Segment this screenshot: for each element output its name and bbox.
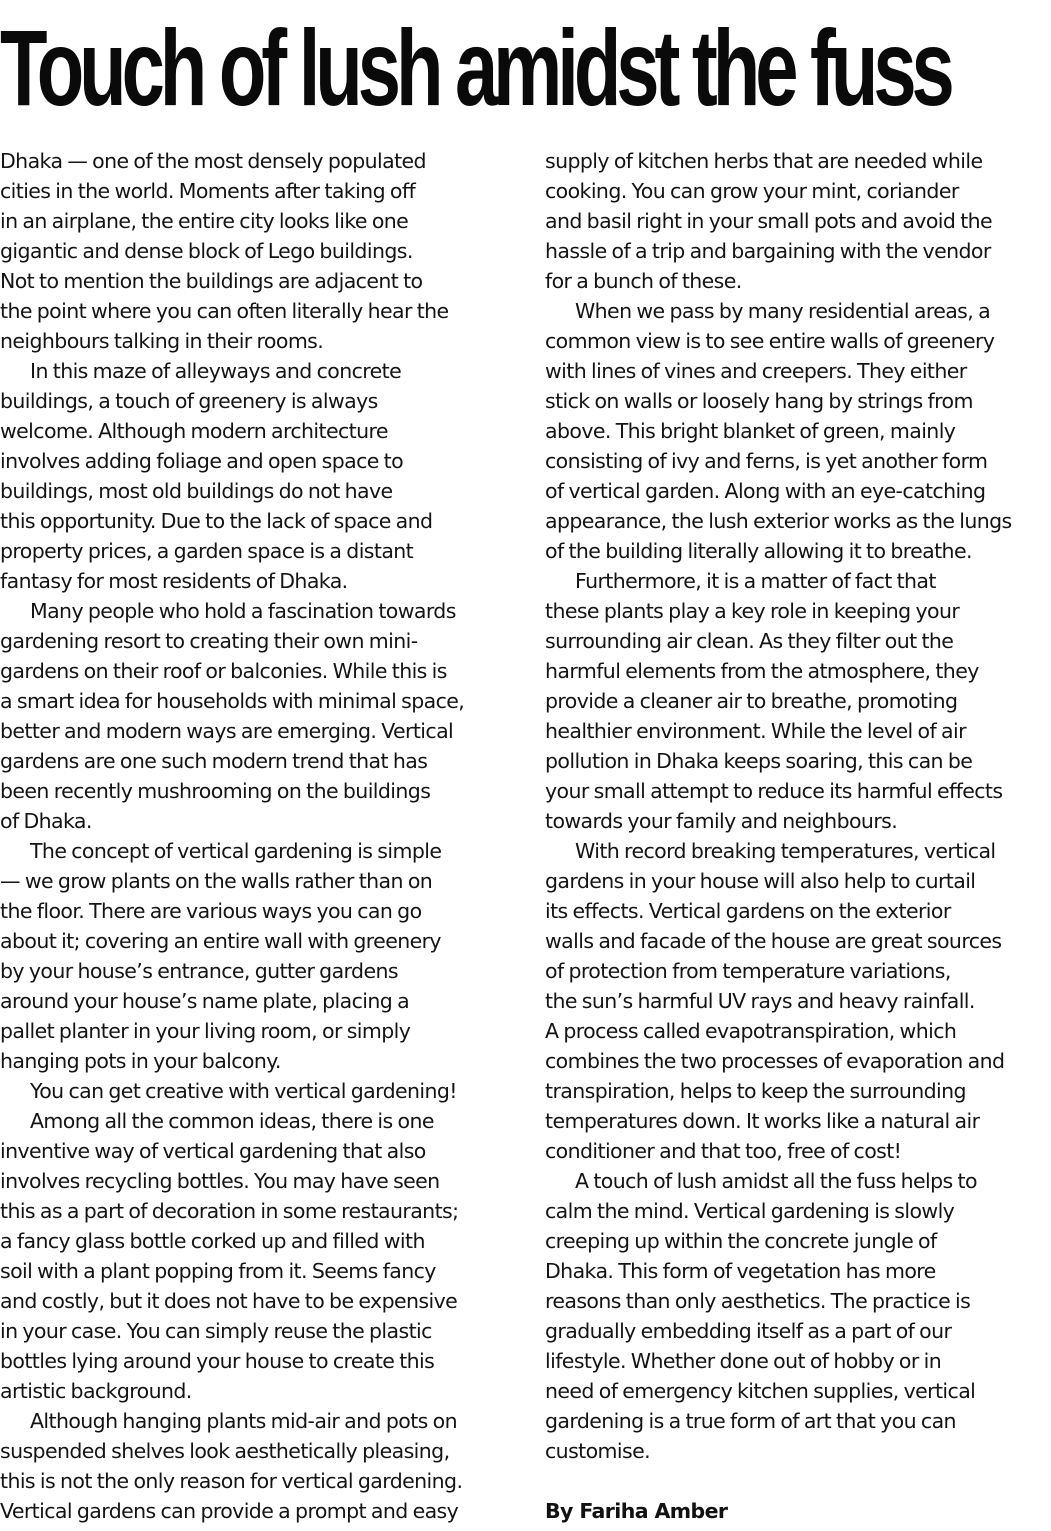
- text-line: Dhaka — one of the most densely populated: [0, 149, 426, 173]
- headline: Touch of lush amidst the fuss: [0, 7, 950, 128]
- text-line: gardens are one such modern trend that has: [0, 749, 428, 773]
- text-line: and basil right in your small pots and avoid the: [545, 209, 993, 233]
- text-line: suspended shelves look aesthetically pleasing,: [0, 1439, 450, 1463]
- text-line: better and modern ways are emerging. Vertical: [0, 719, 454, 743]
- text-line: buildings, a touch of greenery is always: [0, 389, 378, 413]
- text-line: temperatures down. It works like a natural air: [545, 1109, 980, 1133]
- text-line: walls and facade of the house are great sources: [545, 929, 1002, 953]
- text-line: hassle of a trip and bargaining with the vendor: [545, 239, 991, 263]
- text-line: conditioner and that too, free of cost!: [545, 1139, 902, 1163]
- text-line: with lines of vines and creepers. They either: [545, 359, 967, 383]
- text-line: surrounding air clean. As they filter out the: [545, 629, 954, 653]
- text-line: Not to mention the buildings are adjacent to: [0, 269, 423, 293]
- text-line: gardens in your house will also help to curtail: [545, 869, 976, 893]
- text-line: appearance, the lush exterior works as the lungs: [545, 509, 1012, 533]
- text-line: your small attempt to reduce its harmful effects: [545, 779, 1003, 803]
- text-line: reasons than only aesthetics. The practice is: [545, 1289, 971, 1313]
- text-line: Vertical gardens can provide a prompt and easy: [0, 1499, 459, 1523]
- text-line: need of emergency kitchen supplies, vertical: [545, 1379, 976, 1403]
- text-line: stick on walls or loosely hang by strings from: [545, 389, 973, 413]
- text-line: common view is to see entire walls of greenery: [545, 329, 995, 353]
- text-line: been recently mushrooming on the buildings: [0, 779, 431, 803]
- text-line: towards your family and neighbours.: [545, 809, 898, 833]
- text-line: pollution in Dhaka keeps soaring, this can be: [545, 749, 973, 773]
- text-line: this is not the only reason for vertical gardening.: [0, 1469, 463, 1493]
- text-line: supply of kitchen herbs that are needed while: [545, 149, 983, 173]
- text-line: customise.: [545, 1439, 650, 1463]
- text-line: pallet planter in your living room, or simply: [0, 1019, 411, 1043]
- text-line: inventive way of vertical gardening that also: [0, 1139, 426, 1163]
- text-line: above. This bright blanket of green, mainly: [545, 419, 956, 443]
- text-line: gardens on their roof or balconies. While this is: [0, 659, 447, 683]
- text-line: cities in the world. Moments after taking off: [0, 179, 416, 203]
- text-line: soil with a plant popping from it. Seems fancy: [0, 1259, 436, 1283]
- text-line: a fancy glass bottle corked up and filled with: [0, 1229, 425, 1253]
- text-line: provide a cleaner air to breathe, promoting: [545, 689, 958, 713]
- text-line: lifestyle. Whether done out of hobby or in: [545, 1349, 942, 1373]
- text-line: of vertical garden. Along with an eye-catching: [545, 479, 986, 503]
- text-line: by your house’s entrance, gutter gardens: [0, 959, 398, 983]
- text-line: in your case. You can simply reuse the plastic: [0, 1319, 432, 1343]
- text-line: gardening is a true form of art that you can: [545, 1409, 956, 1433]
- text-line: buildings, most old buildings do not have: [0, 479, 393, 503]
- article-column-right: [545, 146, 1051, 1466]
- text-line: calm the mind. Vertical gardening is slowly: [545, 1199, 955, 1223]
- byline: By Fariha Amber: [545, 1499, 728, 1523]
- text-line: about it; covering an entire wall with greenery: [0, 929, 441, 953]
- text-line: A process called evapotranspiration, which: [545, 1019, 957, 1043]
- text-line: harmful elements from the atmosphere, they: [545, 659, 979, 683]
- text-line: and costly, but it does not have to be expensive: [0, 1289, 458, 1313]
- text-line: involves adding foliage and open space to: [0, 449, 404, 473]
- text-line: healthier environment. While the level of air: [545, 719, 966, 743]
- text-line: Many people who hold a fascination towards: [30, 599, 456, 623]
- text-line: the point where you can often literally hear the: [0, 299, 449, 323]
- text-line: the floor. There are various ways you can go: [0, 899, 422, 923]
- text-line: A touch of lush amidst all the fuss helps to: [575, 1169, 977, 1193]
- text-line: creeping up within the concrete jungle of: [545, 1229, 937, 1253]
- text-line: consisting of ivy and ferns, is yet another form: [545, 449, 988, 473]
- text-line: this as a part of decoration in some restaurants;: [0, 1199, 459, 1223]
- text-line: of Dhaka.: [0, 809, 92, 833]
- text-line: fantasy for most residents of Dhaka.: [0, 569, 348, 593]
- text-line: involves recycling bottles. You may have seen: [0, 1169, 440, 1193]
- text-line: gigantic and dense block of Lego buildings.: [0, 239, 413, 263]
- text-line: Dhaka. This form of vegetation has more: [545, 1259, 936, 1283]
- text-line: of the building literally allowing it to breathe.: [545, 539, 972, 563]
- text-line: artistic background.: [0, 1379, 192, 1403]
- text-line: Although hanging plants mid-air and pots on: [30, 1409, 457, 1433]
- text-line: transpiration, helps to keep the surrounding: [545, 1079, 966, 1103]
- text-line: around your house’s name plate, placing a: [0, 989, 410, 1013]
- text-line: Furthermore, it is a matter of fact that: [575, 569, 936, 593]
- text-line: Among all the common ideas, there is one: [30, 1109, 434, 1133]
- text-line: In this maze of alleyways and concrete: [30, 359, 402, 383]
- text-line: When we pass by many residential areas, a: [575, 299, 991, 323]
- text-line: combines the two processes of evaporation and: [545, 1049, 1005, 1073]
- text-line: these plants play a key role in keeping your: [545, 599, 960, 623]
- text-line: hanging pots in your balcony.: [0, 1049, 281, 1073]
- article-column-left: [0, 146, 508, 1526]
- text-line: gradually embedding itself as a part of our: [545, 1319, 952, 1343]
- text-line: its effects. Vertical gardens on the exterior: [545, 899, 951, 923]
- text-line: cooking. You can grow your mint, coriander: [545, 179, 959, 203]
- text-line: You can get creative with vertical gardening!: [30, 1079, 457, 1103]
- text-line: With record breaking temperatures, vertical: [575, 839, 996, 863]
- text-line: welcome. Although modern architecture: [0, 419, 388, 443]
- text-line: the sun’s harmful UV rays and heavy rainfall.: [545, 989, 975, 1013]
- text-line: The concept of vertical gardening is simple: [30, 839, 442, 863]
- text-line: of protection from temperature variations,: [545, 959, 951, 983]
- text-line: property prices, a garden space is a distant: [0, 539, 414, 563]
- text-line: in an airplane, the entire city looks like one: [0, 209, 409, 233]
- text-line: a smart idea for households with minimal space,: [0, 689, 465, 713]
- text-line: for a bunch of these.: [545, 269, 742, 293]
- text-line: this opportunity. Due to the lack of space and: [0, 509, 433, 533]
- text-line: gardening resort to creating their own mini-: [0, 629, 418, 653]
- text-line: bottles lying around your house to create this: [0, 1349, 435, 1373]
- text-line: neighbours talking in their rooms.: [0, 329, 324, 353]
- text-line: — we grow plants on the walls rather than on: [0, 869, 433, 893]
